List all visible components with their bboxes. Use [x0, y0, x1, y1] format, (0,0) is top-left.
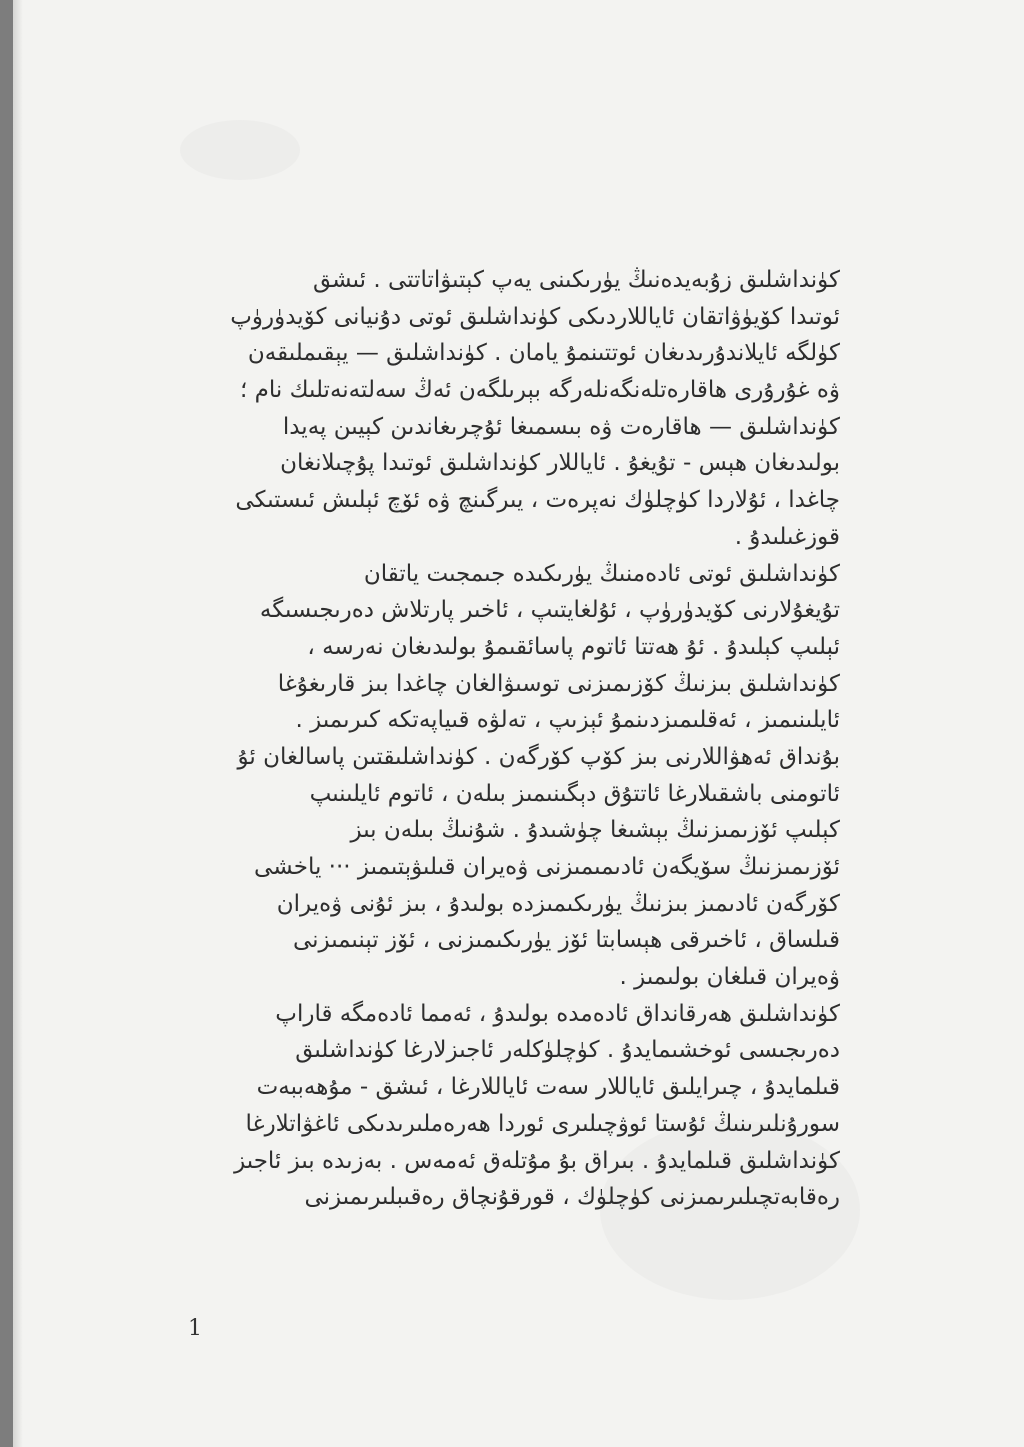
text-line: سورۇنلىرىنىڭ ئۇستا ئوۋچىلىرى ئوردا ھەرەملىرىدىكى ئاغۋاتلارغا: [245, 1110, 840, 1137]
text-line: ئېلىپ كېلىدۇ . ئۇ ھەتتا ئاتوم پاسائقىمۇ بولىدىغان نەرسە ،: [307, 633, 840, 660]
text-line: دەرىجىسى ئوخشىمايدۇ . كۈچلۈكلەر ئاجىزلارغا كۈنداشلىق: [295, 1037, 840, 1064]
text-line: كۈنداشلىق ھەرقانداق ئادەمدە بولىدۇ ، ئەمما ئادەمگە قاراپ: [275, 1000, 840, 1027]
text-line: بۇنداق ئەھۋاللارنى بىز كۆپ كۆرگەن . كۈنداشلىقتىن پاسالغان ئۇ: [237, 743, 840, 770]
text-line: ئۆزىمىزنىڭ سۆيگەن ئادىمىمىزنى ۋەيران قىلىۋېتىمىز ··· ياخشى: [254, 854, 840, 880]
text-line: تۇيغۇلارنى كۆيدۈرۈپ ، ئۇلغايتىپ ، ئاخىر پارتلاش دەرىجىسىگە: [259, 597, 840, 624]
text-line: كۈلگە ئايلاندۇرىدىغان ئوتتىنمۇ يامان . كۈنداشلىق — يېقىملىقەن: [247, 340, 840, 367]
text-line: كېلىپ ئۆزىمىزنىڭ بېشىغا چۈشىدۇ . شۇنىڭ بىلەن بىز: [350, 817, 840, 844]
body-text: [164, 262, 840, 1216]
text-line: كۈنداشلىق — ھاقارەت ۋە بىسمىغا ئۇچرىغاندىن كېيىن پەيدا: [282, 413, 840, 440]
text-line: بولىدىغان ھېس - تۇيغۇ . ئاياللار كۈنداشلىق ئوتىدا پۇچىلانغان: [280, 450, 840, 477]
text-line: قوزغىلىدۇ .: [734, 523, 840, 550]
paper-smudge: [180, 120, 300, 180]
text-line: كۈنداشلىق بىزنىڭ كۆزىمىزنى توسىۋالغان چاغدا بىز قارىغۇغا: [277, 670, 840, 697]
book-spine-edge: [0, 0, 13, 1447]
text-line: كۆرگەن ئادىمىز بىزنىڭ يۈرىكىمىزدە بولىدۇ ، بىز ئۇنى ۋەيران: [276, 890, 840, 917]
page-number: 1: [188, 1316, 202, 1341]
text-line: ئايلىنىمىز ، ئەقلىمىزدىنمۇ ئېزىپ ، تەلۋە قىياپەتكە كىرىمىز .: [295, 707, 840, 734]
text-line: رەقابەتچىلىرىمىزنى كۈچلۈك ، قورقۇنچاق رەقىبلىرىمىزنى: [304, 1184, 840, 1211]
text-line: ۋەيران قىلغان بولىمىز .: [619, 964, 840, 991]
text-line: ۋە غۇرۇرى ھاقارەتلەنگەنلەرگە بېرىلگەن ئەڭ سەلتەنەتلىك نام ؛: [240, 377, 840, 404]
text-line: كۈنداشلىق زۇبەيدەنىڭ يۈرىكىنى يەپ كېتىۋاتاتتى . ئىشق: [312, 267, 840, 293]
text-line: كۈنداشلىق ئوتى ئادەمنىڭ يۈرىكىدە جىمجىت ياتقان: [363, 560, 840, 587]
text-line: ئوتىدا كۆيۈۋاتقان ئاياللاردىكى كۈنداشلىق ئوتى دۇنيانى كۆيدۈرۈپ: [230, 303, 840, 330]
text-line: چاغدا ، ئۇلاردا كۈچلۈك نەپرەت ، يىرگىنچ ۋە ئۆچ ئېلىش ئىستىكى: [235, 487, 840, 514]
text-line: ئاتومنى باشقىلارغا ئاتتۇق دېگىنىمىز بىلەن ، ئاتوم ئايلىنىپ: [309, 780, 840, 807]
text-line: قىلمايدۇ ، چىرايلىق ئاياللار سەت ئاياللارغا ، ئىشق - مۇھەببەت: [256, 1074, 840, 1101]
page-gutter-shadow: [13, 0, 23, 1447]
text-line: كۈنداشلىق قىلمايدۇ . بىراق بۇ مۇتلەق ئەمەس . بەزىدە بىز ئاجىز: [234, 1147, 840, 1174]
text-line: قىلساق ، ئاخىرقى ھېسابتا ئۆز يۈرىكىمىزنى ، ئۆز تېنىمىزنى: [292, 927, 840, 954]
